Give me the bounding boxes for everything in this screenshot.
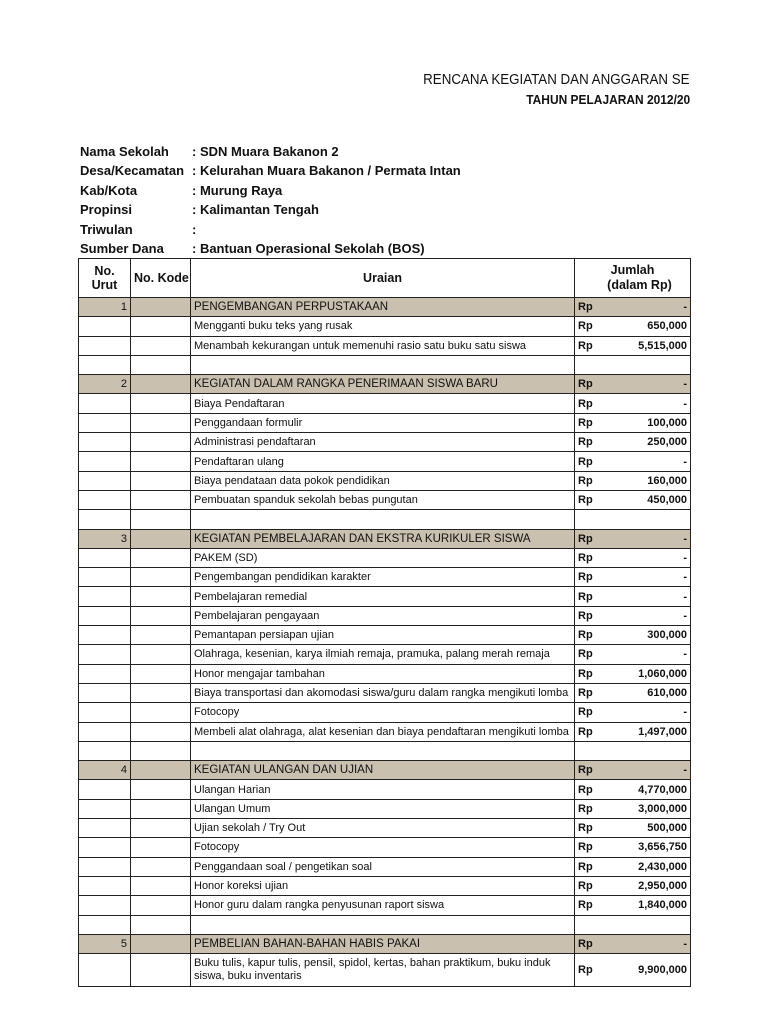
cell-no-urut [79,741,131,760]
cell-uraian: Pengembangan pendidikan karakter [191,568,575,587]
cell-currency: Rp [575,529,603,548]
info-row [80,163,461,182]
cell-currency: Rp [575,433,603,452]
cell-uraian [191,355,575,374]
header-uraian: Uraian [191,259,575,298]
table-row [79,587,691,606]
info-value: : Kalimantan Tengah [192,202,319,218]
info-row [80,202,461,221]
blank-row [79,915,691,934]
cell-amount: - [603,587,691,606]
table-row [79,896,691,915]
cell-currency: Rp [575,722,603,741]
cell-no-kode [131,490,191,509]
cell-no-urut [79,452,131,471]
cell-no-urut [79,876,131,895]
cell-currency: Rp [575,394,603,413]
cell-currency: Rp [575,934,603,953]
cell-uraian: Honor koreksi ujian [191,876,575,895]
cell-no-kode [131,568,191,587]
table-row [79,838,691,857]
cell-no-urut [79,336,131,355]
cell-uraian: Penggandaan formulir [191,413,575,432]
table-row [79,645,691,664]
cell-currency: Rp [575,587,603,606]
cell-currency: Rp [575,664,603,683]
cell-no-kode [131,298,191,317]
cell-uraian: PEMBELIAN BAHAN-BAHAN HABIS PAKAI [191,934,575,953]
cell-currency [575,510,603,529]
cell-no-urut [79,664,131,683]
cell-no-kode [131,317,191,336]
category-row [79,934,691,953]
category-row [79,761,691,780]
cell-amount: 3,656,750 [603,838,691,857]
info-value: : Kelurahan Muara Bakanon / Permata Intan [192,163,461,179]
cell-no-urut [79,490,131,509]
cell-amount: 250,000 [603,433,691,452]
table-row [79,471,691,490]
cell-no-urut [79,587,131,606]
cell-currency: Rp [575,336,603,355]
cell-no-urut: 1 [79,298,131,317]
cell-no-urut [79,471,131,490]
cell-currency: Rp [575,799,603,818]
cell-no-kode [131,954,191,987]
cell-no-urut [79,394,131,413]
table-row [79,876,691,895]
info-row [80,222,461,241]
cell-currency: Rp [575,568,603,587]
cell-amount: - [603,761,691,780]
cell-uraian: KEGIATAN PEMBELAJARAN DAN EKSTRA KURIKULER SISWA [191,529,575,548]
cell-uraian: Administrasi pendaftaran [191,433,575,452]
cell-amount: - [603,394,691,413]
cell-no-urut [79,954,131,987]
category-row [79,375,691,394]
cell-amount: - [603,548,691,567]
cell-no-urut: 4 [79,761,131,780]
cell-uraian: Pendaftaran ulang [191,452,575,471]
cell-no-kode [131,471,191,490]
cell-uraian: Biaya transportasi dan akomodasi siswa/guru dalam rangka mengikuti lomba [191,683,575,702]
cell-uraian: Menambah kekurangan untuk memenuhi rasio satu buku satu siswa [191,336,575,355]
blank-row [79,741,691,760]
cell-uraian: PENGEMBANGAN PERPUSTAKAAN [191,298,575,317]
cell-uraian: Buku tulis, kapur tulis, pensil, spidol, kertas, bahan praktikum, buku induk siswa, buku inventaris [191,954,575,987]
cell-amount [603,915,691,934]
cell-uraian: PAKEM (SD) [191,548,575,567]
table-row [79,780,691,799]
cell-no-kode [131,452,191,471]
cell-amount: - [603,568,691,587]
header-jumlah: Jumlah (dalam Rp) [575,259,691,298]
cell-amount: 500,000 [603,819,691,838]
cell-no-kode [131,722,191,741]
cell-uraian: Fotocopy [191,838,575,857]
cell-no-kode [131,548,191,567]
category-row [79,298,691,317]
cell-uraian: Honor guru dalam rangka penyusunan raport siswa [191,896,575,915]
cell-amount [603,510,691,529]
cell-no-urut [79,606,131,625]
cell-no-kode [131,336,191,355]
table-row [79,703,691,722]
cell-no-kode [131,876,191,895]
table-row [79,626,691,645]
cell-currency: Rp [575,413,603,432]
cell-no-urut [79,780,131,799]
cell-currency: Rp [575,954,603,987]
cell-currency: Rp [575,838,603,857]
cell-uraian [191,741,575,760]
cell-no-kode [131,915,191,934]
cell-no-urut [79,915,131,934]
cell-amount: 1,497,000 [603,722,691,741]
cell-no-kode [131,433,191,452]
cell-amount: 2,430,000 [603,857,691,876]
cell-uraian: Pemantapan persiapan ujian [191,626,575,645]
cell-no-kode [131,780,191,799]
info-value: : SDN Muara Bakanon 2 [192,144,339,159]
cell-no-kode [131,896,191,915]
cell-no-kode [131,394,191,413]
cell-currency [575,355,603,374]
cell-currency: Rp [575,683,603,702]
info-label: Nama Sekolah [80,144,169,159]
cell-no-kode [131,645,191,664]
cell-currency: Rp [575,645,603,664]
table-header-row [79,259,691,298]
cell-currency: Rp [575,761,603,780]
cell-amount: - [603,934,691,953]
cell-amount: 4,770,000 [603,780,691,799]
cell-no-kode [131,413,191,432]
table-row [79,413,691,432]
cell-no-kode [131,626,191,645]
cell-uraian [191,915,575,934]
cell-amount: - [603,452,691,471]
cell-currency: Rp [575,606,603,625]
cell-no-kode [131,683,191,702]
cell-no-urut [79,645,131,664]
table-row [79,722,691,741]
document-title: RENCANA KEGIATAN DAN ANGGARAN SE [423,72,690,88]
cell-amount: 9,900,000 [603,954,691,987]
cell-currency: Rp [575,857,603,876]
cell-uraian: Honor mengajar tambahan [191,664,575,683]
cell-currency: Rp [575,317,603,336]
table-row [79,819,691,838]
table-row [79,394,691,413]
table-row [79,490,691,509]
cell-amount: 1,060,000 [603,664,691,683]
cell-no-kode [131,761,191,780]
cell-currency: Rp [575,490,603,509]
info-label: Kab/Kota [80,182,138,198]
cell-currency: Rp [575,375,603,394]
cell-no-urut [79,317,131,336]
cell-currency: Rp [575,703,603,722]
cell-no-urut: 5 [79,934,131,953]
cell-no-kode [131,529,191,548]
cell-amount [603,355,691,374]
cell-no-kode [131,838,191,857]
table-row [79,799,691,818]
table-row [79,683,691,702]
info-label: Propinsi [80,202,133,218]
cell-currency [575,741,603,760]
category-row [79,529,691,548]
school-info [80,144,461,260]
cell-amount: - [603,703,691,722]
cell-amount: 3,000,000 [603,799,691,818]
cell-currency: Rp [575,298,603,317]
cell-amount: - [603,375,691,394]
cell-uraian: Membeli alat olahraga, alat kesenian dan biaya pendaftaran mengikuti lomba [191,722,575,741]
cell-uraian: Pembuatan spanduk sekolah bebas pungutan [191,490,575,509]
cell-amount: - [603,529,691,548]
cell-amount: - [603,606,691,625]
cell-currency: Rp [575,780,603,799]
cell-currency: Rp [575,896,603,915]
cell-uraian: Biaya Pendaftaran [191,394,575,413]
cell-currency [575,915,603,934]
cell-no-kode [131,703,191,722]
cell-uraian [191,510,575,529]
cell-amount: - [603,645,691,664]
document-subtitle: TAHUN PELAJARAN 2012/20 [526,92,690,107]
cell-no-urut [79,433,131,452]
blank-row [79,355,691,374]
info-value: : Bantuan Operasional Sekolah (BOS) [192,240,425,256]
cell-no-urut [79,510,131,529]
cell-uraian: Penggandaan soal / pengetikan soal [191,857,575,876]
info-row [80,144,461,163]
table-row [79,452,691,471]
header-no-kode: No. Kode [131,259,191,298]
cell-currency: Rp [575,548,603,567]
cell-no-urut: 2 [79,375,131,394]
cell-no-kode [131,587,191,606]
cell-amount [603,741,691,760]
cell-currency: Rp [575,626,603,645]
cell-amount: 450,000 [603,490,691,509]
cell-no-kode [131,375,191,394]
cell-no-urut [79,799,131,818]
info-label: Sumber Dana [80,240,164,256]
cell-no-kode [131,857,191,876]
cell-no-kode [131,664,191,683]
cell-uraian: Ulangan Umum [191,799,575,818]
cell-uraian: KEGIATAN ULANGAN DAN UJIAN [191,761,575,780]
cell-no-urut [79,626,131,645]
cell-uraian: Biaya pendataan data pokok pendidikan [191,471,575,490]
cell-no-urut [79,838,131,857]
cell-no-kode [131,819,191,838]
table-row [79,336,691,355]
table-row [79,568,691,587]
table-row [79,433,691,452]
cell-no-urut [79,722,131,741]
cell-no-urut [79,568,131,587]
info-row [80,183,461,202]
cell-no-kode [131,799,191,818]
budget-table [78,258,691,987]
info-value: : [192,221,197,237]
cell-currency: Rp [575,471,603,490]
cell-uraian: Pembelajaran remedial [191,587,575,606]
cell-no-urut [79,819,131,838]
cell-no-urut [79,413,131,432]
cell-uraian: Pembelajaran pengayaan [191,606,575,625]
table-row [79,606,691,625]
cell-no-kode [131,934,191,953]
cell-no-urut [79,355,131,374]
cell-amount: 650,000 [603,317,691,336]
cell-no-urut [79,857,131,876]
cell-currency: Rp [575,452,603,471]
cell-no-kode [131,741,191,760]
blank-row [79,510,691,529]
header-no-urut: No. Urut [79,259,131,298]
info-value: : Murung Raya [192,182,283,198]
info-label: Triwulan [80,221,133,237]
cell-amount: 300,000 [603,626,691,645]
cell-no-kode [131,606,191,625]
cell-no-urut [79,548,131,567]
cell-uraian: Mengganti buku teks yang rusak [191,317,575,336]
cell-uraian: Ulangan Harian [191,780,575,799]
cell-currency: Rp [575,876,603,895]
cell-currency: Rp [575,819,603,838]
cell-no-urut [79,683,131,702]
cell-amount: 1,840,000 [603,896,691,915]
cell-no-urut: 3 [79,529,131,548]
info-label: Desa/Kecamatan [80,163,185,179]
cell-no-urut [79,703,131,722]
cell-amount: 610,000 [603,683,691,702]
cell-uraian: Olahraga, kesenian, karya ilmiah remaja, pramuka, palang merah remaja [191,645,575,664]
cell-amount: 100,000 [603,413,691,432]
cell-uraian: Ujian sekolah / Try Out [191,819,575,838]
cell-no-kode [131,510,191,529]
cell-amount: 2,950,000 [603,876,691,895]
table-row [79,857,691,876]
table-row [79,317,691,336]
cell-no-kode [131,355,191,374]
cell-amount: 160,000 [603,471,691,490]
cell-no-urut [79,896,131,915]
cell-uraian: Fotocopy [191,703,575,722]
cell-amount: 5,515,000 [603,336,691,355]
table-row [79,664,691,683]
table-row [79,954,691,987]
table-row [79,548,691,567]
cell-uraian: KEGIATAN DALAM RANGKA PENERIMAAN SISWA BARU [191,375,575,394]
cell-amount: - [603,298,691,317]
